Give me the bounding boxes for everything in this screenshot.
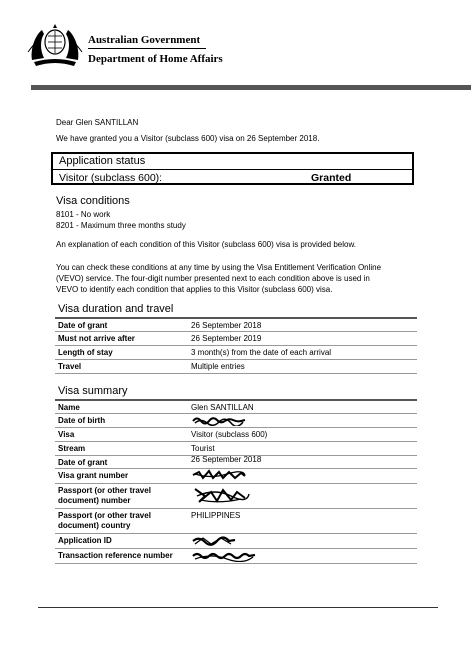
row-label: Transaction reference number bbox=[58, 551, 173, 560]
row-label: Date of birth bbox=[58, 416, 106, 425]
row-label: Visa grant number bbox=[58, 471, 129, 480]
summary-table bbox=[55, 399, 417, 564]
condition-item: 8201 - Maximum three months study bbox=[56, 221, 186, 230]
table-row bbox=[55, 549, 417, 564]
footer-divider bbox=[38, 607, 438, 608]
status-divider bbox=[53, 169, 412, 170]
row-value: 3 month(s) from the date of each arrival bbox=[191, 348, 332, 357]
redaction-scribble bbox=[191, 535, 237, 547]
row-label: Travel bbox=[58, 362, 82, 371]
row-label: Stream bbox=[58, 444, 86, 453]
table-row bbox=[55, 484, 417, 509]
grant-sentence: We have granted you a Visitor (subclass 600) visa on 26 September 2018. bbox=[56, 134, 320, 143]
status-value: Granted bbox=[311, 172, 352, 184]
status-title: Application status bbox=[59, 155, 146, 167]
row-label: Date of grant bbox=[58, 321, 108, 330]
vevo-text: (VEVO) service. The four-digit number presented next to each condition above is used in bbox=[56, 274, 370, 283]
row-value: Multiple entries bbox=[191, 362, 245, 371]
duration-title: Visa duration and travel bbox=[58, 303, 174, 315]
row-value: 26 September 2018 bbox=[191, 455, 262, 464]
row-label: Visa bbox=[58, 430, 75, 439]
row-value: 26 September 2019 bbox=[191, 334, 262, 343]
table-row bbox=[55, 469, 417, 484]
redaction-scribble bbox=[191, 415, 247, 426]
department-title: Department of Home Affairs bbox=[88, 53, 223, 65]
summary-title: Visa summary bbox=[58, 385, 128, 397]
row-value: Tourist bbox=[191, 444, 215, 453]
table-row bbox=[55, 319, 417, 332]
coat-of-arms-logo bbox=[26, 22, 84, 72]
table-row bbox=[55, 442, 417, 456]
agency-title: Australian Government bbox=[88, 34, 201, 46]
row-label: Passport (or other travel bbox=[58, 511, 151, 520]
agency-divider bbox=[88, 48, 206, 49]
row-label: Must not arrive after bbox=[58, 334, 135, 343]
table-row bbox=[55, 509, 417, 534]
row-label: Length of stay bbox=[58, 348, 113, 357]
table-row bbox=[55, 534, 417, 549]
table-row bbox=[55, 332, 417, 346]
redaction-scribble bbox=[191, 550, 257, 562]
table-row bbox=[55, 414, 417, 428]
duration-table bbox=[55, 317, 417, 374]
condition-item: 8101 - No work bbox=[56, 210, 111, 219]
conditions-explanation: An explanation of each condition of this Visitor (subclass 600) visa is provided below. bbox=[56, 240, 357, 249]
conditions-title: Visa conditions bbox=[56, 195, 130, 207]
row-label: Date of grant bbox=[58, 458, 108, 467]
table-row bbox=[55, 456, 417, 469]
row-label-cont: document) country bbox=[58, 521, 131, 530]
vevo-text: VEVO to identify each condition that applies to this Visitor (subclass 600) visa. bbox=[56, 285, 333, 294]
table-row bbox=[55, 401, 417, 414]
row-value: PHILIPPINES bbox=[191, 511, 241, 520]
table-row bbox=[55, 346, 417, 360]
table-row bbox=[55, 428, 417, 442]
redaction-scribble bbox=[191, 486, 251, 506]
row-value: 26 September 2018 bbox=[191, 321, 262, 330]
row-value: Visitor (subclass 600) bbox=[191, 430, 268, 439]
greeting: Dear Glen SANTILLAN bbox=[56, 118, 139, 127]
header-bar bbox=[31, 85, 471, 90]
redaction-scribble bbox=[191, 469, 247, 481]
row-label: Name bbox=[58, 403, 80, 412]
vevo-text: You can check these conditions at any time by using the Visa Entitlement Verification Online bbox=[56, 263, 382, 272]
row-label: Application ID bbox=[58, 536, 112, 545]
row-label-cont: document) number bbox=[58, 496, 131, 505]
application-status-box bbox=[51, 152, 414, 185]
row-label: Passport (or other travel bbox=[58, 486, 151, 495]
status-visa-label: Visitor (subclass 600): bbox=[59, 172, 163, 184]
row-value: Glen SANTILLAN bbox=[191, 403, 254, 412]
table-row bbox=[55, 360, 417, 374]
